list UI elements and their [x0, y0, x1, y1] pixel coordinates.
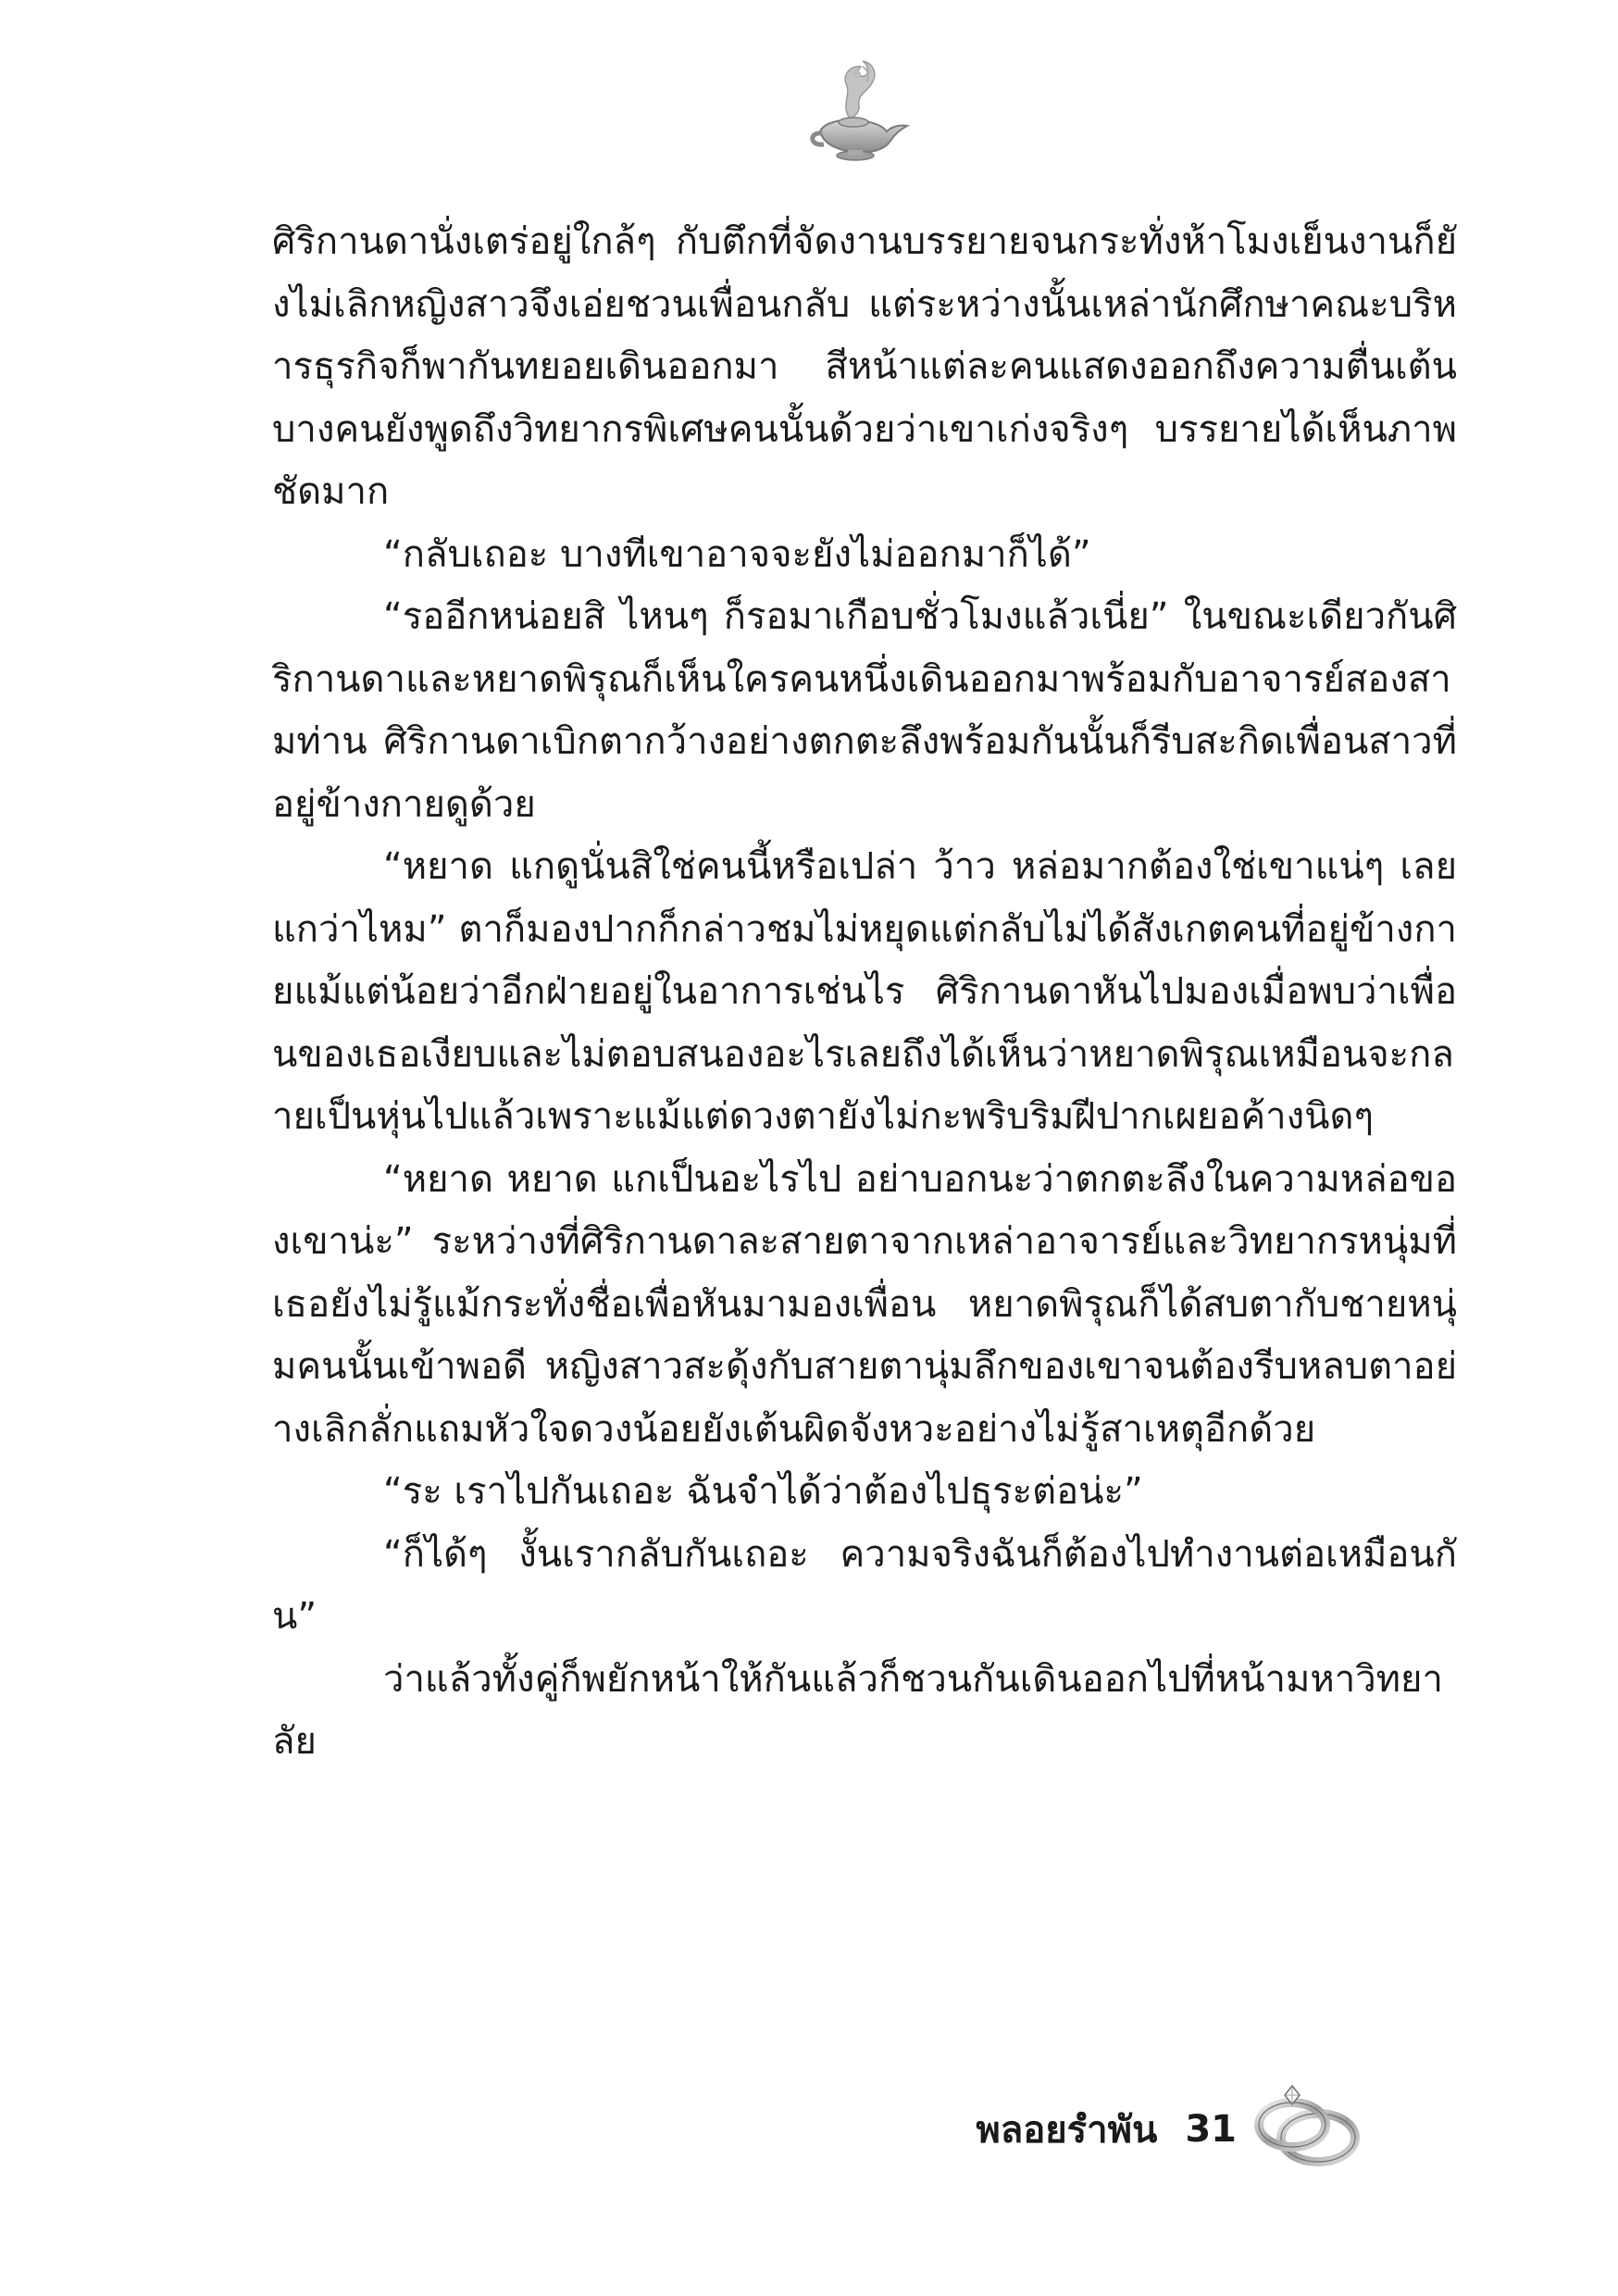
paragraph: “ก็ได้ๆ งั้นเรากลับกันเถอะ ความจริงฉันก็ต้องไปทำงานต่อเหมือนกัน” — [272, 1532, 1457, 1638]
wedding-rings-icon — [1248, 2078, 1368, 2180]
paragraph: “ระ เราไปกันเถอะ ฉันจำได้ว่าต้องไปธุระต่อน่ะ” — [383, 1470, 1143, 1513]
paragraph: ศิริกานดานั่งเตร่อยู่ใกล้ๆ กับตึกที่จัดงานบรรยายจนกระทั่งห้าโมงเย็นงานก็ยังไม่เลิกหญิงสาวจึงเอ่ยชวนเพื่อนกลับ แต่ระหว่างนั้นเหล่านักศึกษาคณะบริหารธุรกิจก็พากันทยอยเดินออกมา สีหน้าแต่ละคนแสดงออกถึงความตื่นเต้น บางคนยังพูดถึงวิทยากรพิเศษคนนั้นด้วยว่าเขาเก่งจริงๆ บรรยายได้เห็นภาพชัดมาก — [272, 220, 1457, 513]
paragraph: “รออีกหน่อยสิ ไหนๆ ก็รอมาเกือบชั่วโมงแล้วเนี่ย” ในขณะเดียวกันศิริกานดาและหยาดพิรุณก็เห็นใครคนหนึ่งเดินออกมาพร้อมกับอาจารย์สองสามท่าน ศิริกานดาเบิกตากว้างอย่างตกตะลึงพร้อมกันนั้นก็รีบสะกิดเพื่อนสาวที่อยู่ข้างกายดูด้วย — [272, 595, 1457, 826]
body-text — [272, 211, 1457, 1774]
page-footer — [976, 2074, 1368, 2185]
paragraph: “หยาด หยาด แกเป็นอะไรไป อย่าบอกนะว่าตกตะลึงในความหล่อของเขาน่ะ” ระหว่างที่ศิริกานดาละสายตาจากเหล่าอาจารย์และวิทยากรหนุ่มที่เธอยังไม่รู้แม้กระทั่งชื่อเพื่อหันมามองเพื่อน หยาดพิรุณก็ได้สบตากับชายหนุ่มคนนั้นเข้าพอดี หญิงสาวสะดุ้งกับสายตานุ่มลึกของเขาจนต้องรีบหลบตาอย่างเลิกลั่กแถมหัวใจดวงน้อยยังเต้นผิดจังหวะอย่างไม่รู้สาเหตุอีกด้วย — [272, 1157, 1457, 1451]
paragraph: “กลับเถอะ บางทีเขาอาจจะยังไม่ออกมาก็ได้” — [383, 532, 1091, 576]
paragraph: “หยาด แกดูนั่นสิใช่คนนี้หรือเปล่า ว้าว หล่อมากต้องใช่เขาแน่ๆ เลยแกว่าไหม” ตาก็มองปากก็กล่าวชมไม่หยุดแต่กลับไม่ได้สังเกตคนที่อยู่ข้างกายแม้แต่น้อยว่าอีกฝ่ายอยู่ในอาการเช่นไร ศิริกานดาหันไปมองเมื่อพบว่าเพื่อนของเธอเงียบและไม่ตอบสนองอะไรเลยถึงได้เห็นว่าหยาดพิรุณเหมือนจะกลายเป็นหุ่นไปแล้วเพราะแม้แต่ดวงตายังไม่กะพริบริมฝีปากเผยอค้างนิดๆ — [272, 845, 1457, 1138]
page-number: 31 — [1185, 2108, 1237, 2151]
book-title: พลอยรำพัน — [976, 2109, 1158, 2152]
paragraph: ว่าแล้วทั้งคู่ก็พยักหน้าให้กันแล้วก็ชวนกันเดินออกไปที่หน้ามหาวิทยาลัย — [272, 1657, 1443, 1763]
genie-lamp-icon — [803, 54, 915, 165]
